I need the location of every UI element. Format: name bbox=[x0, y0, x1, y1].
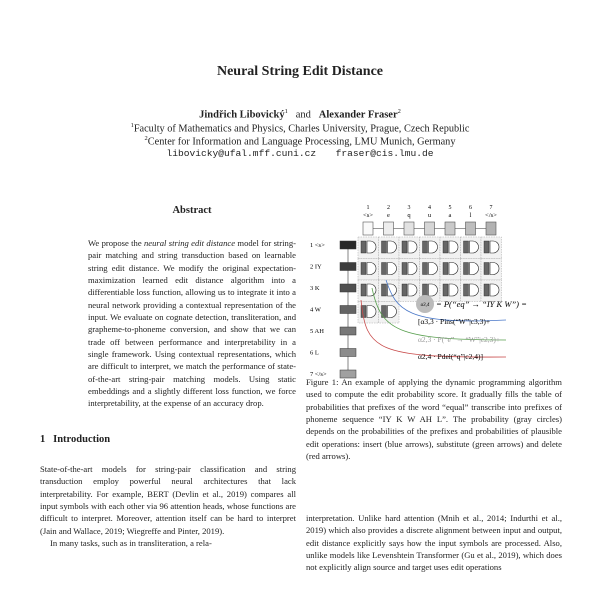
encoder-state-box bbox=[384, 222, 394, 235]
cell-gate-shape bbox=[490, 284, 499, 296]
cell-gate-shape bbox=[490, 263, 499, 275]
cell-state-bar bbox=[361, 241, 366, 253]
cell-gate-shape bbox=[367, 284, 376, 296]
equation-substitute: α2,3 · P(“e” → “W”|c2,3)+ bbox=[418, 335, 501, 344]
decoder-state-box bbox=[340, 241, 356, 249]
encoder-state-box bbox=[486, 222, 496, 235]
cell-gate-shape bbox=[367, 263, 376, 275]
affiliation-1: $^1$Faculty of Mathematics and Physics, Charles University, Prague, Czech Republic bbox=[130, 122, 470, 135]
row-label: 1 <s> bbox=[310, 242, 325, 249]
cell-gate-shape bbox=[388, 263, 397, 275]
intro-paragraph: State-of-the-art models for string-pair classification and string transduction employ powerful neural architectures that lack interpretability. For example, BERT (Devlin et al., 2019) compares all input symbols with each other via 96 attention heads, whose functions are difficult to interpret. Moreover, attention itself can be hard to interpret (Jain and Wallace, 2019; Wiegreffe and Pinter, 2019). In many tasks, such as in transliteration, a rela- bbox=[40, 464, 296, 549]
row-label: 7 </s> bbox=[310, 371, 327, 378]
equation-insert: [α3,3 · Pins(“W”|c3,3)+ bbox=[418, 317, 491, 326]
abstract-heading: Abstract bbox=[172, 205, 212, 216]
column-number: 1 bbox=[366, 205, 370, 211]
cell-state-bar bbox=[464, 263, 469, 275]
cell-gate-shape bbox=[449, 263, 458, 275]
abstract-text: We propose the neural string edit distance model for string-pair matching and string transduction based on learnable string edit distance. We modify the original expectation-maximization learned edit distance algorithm into a differentiable loss function, allowing us to integrate it into a neural network providing a contextual representation of the input. We evaluate on cognate detection, transliteration, and grapheme-to-phoneme conversion, and show that we can trade off between performance and interpretability in a single framework. Using contextual representations, which are difficult to interpret, we match the performance of state-of-the-art string-pair matching models. Using static embeddings and a slightly different loss function, we force interpretability, at the expense of an accuracy drop. bbox=[88, 238, 297, 409]
column-number: 7 bbox=[489, 205, 493, 211]
row-label: 4 W bbox=[310, 306, 321, 314]
column-char: q bbox=[407, 212, 411, 219]
intro-heading: 1 Introduction bbox=[40, 434, 111, 445]
column-number: 2 bbox=[387, 205, 390, 211]
decoder-state-box bbox=[340, 349, 356, 357]
row-label: 6 L bbox=[310, 349, 319, 357]
row-label: 5 AH bbox=[310, 328, 324, 335]
cell-gate-shape bbox=[408, 263, 417, 275]
cell-gate-shape bbox=[429, 263, 438, 275]
cell-gate-shape bbox=[470, 263, 479, 275]
emails: libovicky@ufal.mff.cuni.cz fraser@cis.lmu.de bbox=[166, 148, 434, 159]
cell-state-bar bbox=[464, 284, 469, 296]
cell-gate-shape bbox=[429, 284, 438, 296]
cell-state-bar bbox=[402, 241, 407, 253]
equation-main: = P(“eq” → “IY K W”) = bbox=[436, 299, 527, 309]
cell-gate-shape bbox=[408, 284, 417, 296]
cell-state-bar bbox=[484, 284, 489, 296]
column-char: e bbox=[387, 212, 390, 219]
cell-state-bar bbox=[484, 241, 489, 253]
column-number: 6 bbox=[469, 205, 472, 211]
column-number: 5 bbox=[448, 205, 452, 211]
cell-gate-shape bbox=[367, 241, 376, 253]
cell-state-bar bbox=[464, 241, 469, 253]
cell-state-bar bbox=[382, 263, 387, 275]
cell-gate-shape bbox=[449, 241, 458, 253]
cell-state-bar bbox=[402, 263, 407, 275]
cell-state-bar bbox=[382, 284, 387, 296]
cell-state-bar bbox=[361, 284, 366, 296]
cell-state-bar bbox=[361, 263, 366, 275]
cell-gate-shape bbox=[388, 241, 397, 253]
decoder-state-box bbox=[340, 306, 356, 314]
encoder-state-box bbox=[425, 222, 435, 235]
authors: Jindřich Libovický$^1$ and Alexander Fraser$^2$ bbox=[199, 108, 401, 121]
cell-gate-shape bbox=[470, 284, 479, 296]
cell-gate-shape bbox=[388, 306, 397, 318]
figure-caption: Figure 1: An example of applying the dynamic programming algorithm used to compute the edit probability score. It gradually fills the table of probabilities that prefixes of the word “equal” transcribe into prefixes of phoneme sequence “IY K W AH L”. The probability (gray circles) depends on the probabilities of the prefixes and probabilities of plausible edit operations: insert (blue arrows), substitute (green arrows) and delete (red arrows). bbox=[306, 377, 562, 462]
encoder-state-box bbox=[363, 222, 373, 235]
cell-gate-shape bbox=[470, 241, 479, 253]
cell-state-bar bbox=[402, 284, 407, 296]
decoder-state-box bbox=[340, 284, 356, 292]
column-char: l bbox=[469, 212, 472, 219]
decoder-state-box bbox=[340, 327, 356, 335]
cell-state-bar bbox=[382, 241, 387, 253]
row-label: 2 IY bbox=[310, 263, 322, 271]
column-number: 3 bbox=[407, 205, 411, 211]
encoder-state-box bbox=[466, 222, 476, 235]
cell-state-bar bbox=[423, 241, 428, 253]
encoder-state-box bbox=[404, 222, 414, 235]
cell-gate-shape bbox=[429, 241, 438, 253]
column-char: </s> bbox=[485, 212, 497, 219]
cell-state-bar bbox=[443, 241, 448, 253]
affiliation-2: $^2$Center for Information and Language Processing, LMU Munich, Germany bbox=[144, 135, 456, 148]
intro-right-column: interpretation. Unlike hard attention (Mnih et al., 2014; Indurthi et al., 2019) which also provides a discrete alignment between input and output, edit distance explicitly says how the input symbols are processed. Also, unlike models like Levenshtein Transformer (Gu et al., 2019), which does not explicitly align source and target uses edit operations bbox=[306, 513, 562, 573]
cell-gate-shape bbox=[367, 306, 376, 318]
cell-gate-shape bbox=[449, 284, 458, 296]
cell-state-bar bbox=[443, 263, 448, 275]
alpha-label: α3,4 bbox=[420, 303, 430, 308]
cell-state-bar bbox=[423, 263, 428, 275]
row-label: 3 K bbox=[310, 285, 320, 292]
paper-title: Neural String Edit Distance bbox=[216, 64, 384, 79]
figure-1-diagram bbox=[306, 200, 562, 378]
column-char: a bbox=[448, 212, 452, 219]
cell-gate-shape bbox=[408, 241, 417, 253]
column-char: u bbox=[427, 212, 432, 219]
author-2: Alexander Fraser bbox=[318, 109, 398, 121]
cell-state-bar bbox=[423, 284, 428, 296]
cell-state-bar bbox=[484, 263, 489, 275]
column-number: 4 bbox=[428, 205, 431, 211]
decoder-state-box bbox=[340, 263, 356, 271]
cell-gate-shape bbox=[490, 241, 499, 253]
author-1: Jindřich Libovický bbox=[199, 109, 285, 121]
equation-delete: α2,4 · Pdel(“q”|c2,4)] bbox=[418, 352, 483, 361]
column-char: <s> bbox=[363, 212, 373, 219]
encoder-state-box bbox=[445, 222, 455, 235]
cell-state-bar bbox=[443, 284, 448, 296]
